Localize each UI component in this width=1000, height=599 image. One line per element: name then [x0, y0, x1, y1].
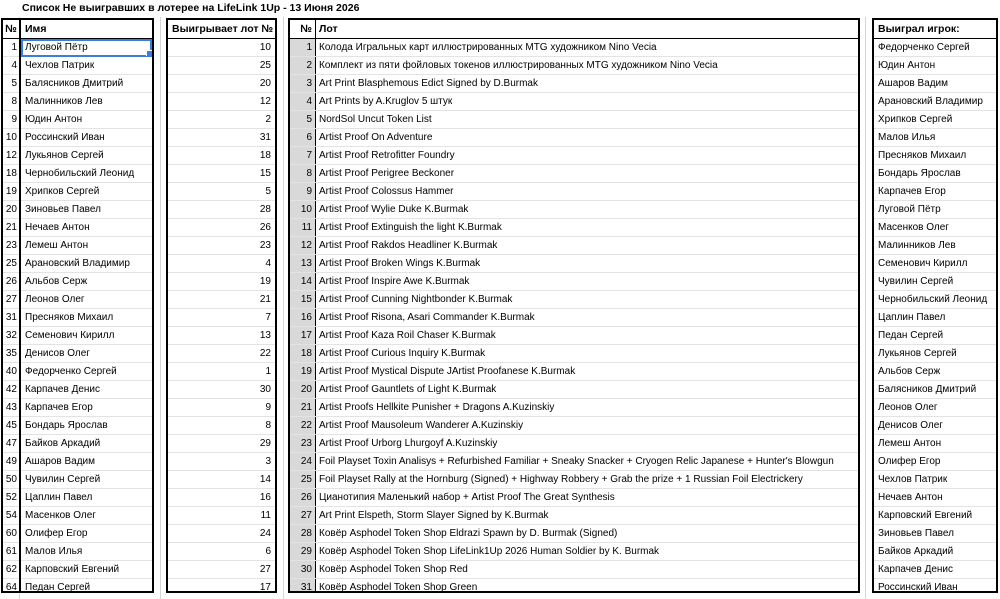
lot-name-cell[interactable]: Artist Proof Rakdos Headliner K.Burmak [319, 240, 498, 251]
lot-number-cell[interactable]: 16 [290, 309, 316, 326]
participant-name-cell[interactable]: Арановский Владимир [21, 255, 152, 273]
participant-name-cell[interactable]: Лемеш Антон [21, 237, 152, 255]
participant-number-cell[interactable]: 25 [3, 255, 19, 273]
wins-lot-cell[interactable]: 10 [168, 39, 275, 57]
participant-number-cell[interactable]: 26 [3, 273, 19, 291]
lot-name-cell[interactable]: Artist Proof Mausoleum Wanderer A.Kuzinskiy [319, 420, 524, 431]
lot-row [290, 201, 858, 219]
lot-row [290, 309, 858, 327]
participant-name-cell[interactable]: Бондарь Ярослав [21, 417, 152, 435]
won-by-cell[interactable]: Федорченко Сергей [874, 39, 996, 57]
lot-name-cell[interactable]: Artist Proof Kaza Roil Chaser K.Burmak [319, 330, 496, 341]
won-by-cell[interactable]: Денисов Олег [874, 417, 996, 435]
participant-name-cell[interactable]: Леонов Олег [21, 291, 152, 309]
lot-row [290, 543, 858, 561]
lot-name-cell[interactable]: Ковёр Asphodel Token Shop Green [319, 582, 478, 593]
participant-number-cell[interactable]: 21 [3, 219, 19, 237]
lot-name-cell[interactable]: Комплект из пяти фойловых токенов иллюстрированных MTG художником Nino Vecia [319, 60, 718, 71]
lot-number-cell[interactable]: 10 [290, 201, 316, 218]
lot-row [290, 435, 858, 453]
participant-name-cell[interactable]: Семенович Кирилл [21, 327, 152, 345]
lot-row [290, 579, 858, 593]
lot-name-cell[interactable]: Цианотипия Маленький набор + Artist Proof The Great Synthesis [319, 492, 615, 503]
participant-name-cell[interactable]: Федорченко Сергей [21, 363, 152, 381]
wins-lot-cell[interactable]: 21 [168, 291, 275, 309]
lot-name-cell[interactable]: Ковёр Asphodel Token Shop Red [319, 564, 468, 575]
lot-name-cell[interactable]: Artist Proof Extinguish the light K.Burmak [319, 222, 502, 233]
won-by-cell[interactable]: Юдин Антон [874, 57, 996, 75]
won-by-cell[interactable]: Арановский Владимир [874, 93, 996, 111]
participant-name-cell[interactable]: Малов Илья [21, 543, 152, 561]
won-by-cell[interactable]: Малов Илья [874, 129, 996, 147]
participant-number-cell[interactable]: 20 [3, 201, 19, 219]
participant-number-cell[interactable]: 23 [3, 237, 19, 255]
header-lot[interactable]: Лот [319, 23, 338, 35]
wins-lot-cell[interactable]: 7 [168, 309, 275, 327]
lot-number-cell[interactable]: 7 [290, 147, 316, 164]
lot-number-cell[interactable]: 13 [290, 255, 316, 272]
lot-name-cell[interactable]: Artist Proof Cunning Nightbonder K.Burmak [319, 294, 513, 305]
lot-name-cell[interactable]: Art Prints by A.Kruglov 5 штук [319, 96, 453, 107]
participant-name-cell[interactable]: Карпачев Денис [21, 381, 152, 399]
grid-line [283, 17, 284, 599]
lot-name-cell[interactable]: Artist Proof Curious Inquiry K.Burmak [319, 348, 486, 359]
lot-number-cell[interactable]: 22 [290, 417, 316, 434]
won-by-cell[interactable]: Лемеш Антон [874, 435, 996, 453]
lots-column [288, 18, 860, 593]
grid-line [865, 17, 866, 599]
lot-name-cell[interactable]: Artist Proof Broken Wings K.Burmak [319, 258, 481, 269]
lot-number-cell[interactable]: 8 [290, 165, 316, 182]
wins-lot-cell[interactable]: 2 [168, 111, 275, 129]
lot-number-cell[interactable]: 9 [290, 183, 316, 200]
won-by-cell[interactable]: Альбов Серж [874, 363, 996, 381]
participant-number-cell[interactable]: 47 [3, 435, 19, 453]
wins-lot-cell[interactable]: 13 [168, 327, 275, 345]
wins-lot-cell[interactable]: 3 [168, 453, 275, 471]
wins-lot-cell[interactable]: 18 [168, 147, 275, 165]
won-by-cell[interactable]: Лукьянов Сергей [874, 345, 996, 363]
lot-row [290, 219, 858, 237]
participant-name-cell[interactable]: Альбов Серж [21, 273, 152, 291]
participant-number-cell[interactable]: 4 [3, 57, 19, 75]
participant-name-cell[interactable]: Юдин Антон [21, 111, 152, 129]
lot-number-cell[interactable]: 25 [290, 471, 316, 488]
lot-number-cell[interactable]: 27 [290, 507, 316, 524]
lot-row [290, 471, 858, 489]
won-by-cell[interactable]: Балясников Дмитрий [874, 381, 996, 399]
lot-name-cell[interactable]: Artist Proofs Hellkite Punisher + Dragons A.Kuzinskiy [319, 402, 555, 413]
wins-lot-cell[interactable]: 9 [168, 399, 275, 417]
lot-name-cell[interactable]: NordSol Uncut Token List [319, 114, 432, 125]
lot-row [290, 237, 858, 255]
lot-number-cell[interactable]: 3 [290, 75, 316, 92]
participant-name-cell[interactable]: Балясников Дмитрий [21, 75, 152, 93]
won-by-cell[interactable]: Леонов Олег [874, 399, 996, 417]
lot-row [290, 75, 858, 93]
participant-number-cell[interactable]: 18 [3, 165, 19, 183]
lot-number-cell[interactable]: 24 [290, 453, 316, 470]
lot-name-cell[interactable]: Art Print Elspeth, Storm Slayer Signed by K.Burmak [319, 510, 549, 521]
lot-number-cell[interactable]: 31 [290, 579, 316, 593]
lot-name-cell[interactable]: Колода Игральных карт иллюстрированных MTG художником Nino Vecia [319, 42, 657, 53]
wins-lot-cell[interactable]: 26 [168, 219, 275, 237]
participant-name-column [19, 18, 154, 593]
wins-lot-cell[interactable]: 28 [168, 201, 275, 219]
wins-lot-column [166, 18, 277, 593]
won-by-cell[interactable]: Байков Аркадий [874, 543, 996, 561]
won-by-cell[interactable]: Луговой Пётр [874, 201, 996, 219]
participant-name-cell[interactable]: Хрипков Сергей [21, 183, 152, 201]
lot-row [290, 183, 858, 201]
wins-lot-cell[interactable]: 27 [168, 561, 275, 579]
wins-lot-cell[interactable]: 4 [168, 255, 275, 273]
wins-lot-cell[interactable]: 8 [168, 417, 275, 435]
participant-number-cell[interactable]: 9 [3, 111, 19, 129]
participant-number-cell[interactable]: 40 [3, 363, 19, 381]
lot-row [290, 327, 858, 345]
participant-name-cell[interactable]: Лукьянов Сергей [21, 147, 152, 165]
participant-name-cell[interactable]: Цаплин Павел [21, 489, 152, 507]
won-by-column [872, 18, 998, 593]
won-by-cell[interactable]: Олифер Егор [874, 453, 996, 471]
lot-number-cell[interactable]: 1 [290, 39, 316, 56]
header-lots [290, 20, 858, 39]
wins-lot-cell[interactable]: 16 [168, 489, 275, 507]
lot-row [290, 255, 858, 273]
lot-name-cell[interactable]: Artist Proof Colossus Hammer [319, 186, 454, 197]
won-by-cell[interactable]: Зиновьев Павел [874, 525, 996, 543]
selection-fill-handle[interactable] [146, 50, 152, 57]
participant-number-cell[interactable]: 1 [3, 39, 19, 57]
participant-number-cell[interactable]: 43 [3, 399, 19, 417]
lot-number-cell[interactable]: 26 [290, 489, 316, 506]
participant-name-cell[interactable]: Россинский Иван [21, 129, 152, 147]
participant-name-cell[interactable]: Карпачев Егор [21, 399, 152, 417]
participant-number-cell[interactable]: 19 [3, 183, 19, 201]
lot-row [290, 57, 858, 75]
participant-number-cell[interactable]: 60 [3, 525, 19, 543]
lot-row [290, 39, 858, 57]
won-by-cell[interactable]: Бондарь Ярослав [874, 165, 996, 183]
won-by-cell[interactable]: Ашаров Вадим [874, 75, 996, 93]
lot-number-cell[interactable]: 28 [290, 525, 316, 542]
lot-row [290, 453, 858, 471]
header-won-by[interactable]: Выиграл игрок: [874, 20, 996, 39]
participant-number-cell[interactable]: 54 [3, 507, 19, 525]
participant-number-cell[interactable]: 49 [3, 453, 19, 471]
lot-row [290, 399, 858, 417]
lot-row [290, 381, 858, 399]
lot-row [290, 561, 858, 579]
participant-number-cell[interactable]: 10 [3, 129, 19, 147]
wins-lot-cell[interactable]: 24 [168, 525, 275, 543]
participant-name-cell[interactable]: Масенков Олег [21, 507, 152, 525]
lot-number-cell[interactable]: 19 [290, 363, 316, 380]
participant-number-cell[interactable]: 35 [3, 345, 19, 363]
participant-name-cell[interactable]: Луговой Пётр [21, 39, 152, 57]
won-by-cell[interactable]: Чернобильский Леонид [874, 291, 996, 309]
participant-name-cell[interactable]: Ашаров Вадим [21, 453, 152, 471]
lot-number-cell[interactable]: 6 [290, 129, 316, 146]
lot-name-cell[interactable]: Art Print Blasphemous Edict Signed by D.Burmak [319, 78, 538, 89]
participant-number-cell[interactable]: 27 [3, 291, 19, 309]
won-by-cell[interactable]: Чехлов Патрик [874, 471, 996, 489]
won-by-cell[interactable]: Цаплин Павел [874, 309, 996, 327]
lot-number-cell[interactable]: 14 [290, 273, 316, 290]
lot-row [290, 93, 858, 111]
participant-number-cell[interactable]: 42 [3, 381, 19, 399]
lot-number-cell[interactable]: 21 [290, 399, 316, 416]
won-by-cell[interactable]: Россинский Иван [878, 582, 958, 593]
won-by-cell[interactable]: Карпачев Денис [874, 561, 996, 579]
lot-name-cell[interactable]: Artist Proof Gauntlets of Light K.Burmak [319, 384, 497, 395]
grid-line [160, 17, 161, 599]
wins-lot-cell[interactable]: 20 [168, 75, 275, 93]
lot-name-cell[interactable]: Artist Proof Risona, Asari Commander K.Burmak [319, 312, 535, 323]
participant-name-cell[interactable]: Олифер Егор [21, 525, 152, 543]
lot-row [290, 111, 858, 129]
wins-lot-cell[interactable]: 12 [168, 93, 275, 111]
lot-number-cell[interactable]: 18 [290, 345, 316, 362]
participant-number-cell[interactable]: 64 [5, 582, 17, 593]
participant-name-cell[interactable]: Чехлов Патрик [21, 57, 152, 75]
lot-number-cell[interactable]: 15 [290, 291, 316, 308]
wins-lot-cell[interactable]: 1 [168, 363, 275, 381]
lot-row [290, 345, 858, 363]
sheet-title: Список Не выигравших в лотерее на LifeLink 1Up - 13 Июня 2026 [22, 2, 360, 14]
participant-number-column [1, 18, 21, 593]
wins-lot-cell[interactable]: 29 [168, 435, 275, 453]
lot-name-cell[interactable]: Artist Proof Mystical Dispute JArtist Proofanese K.Burmak [319, 366, 576, 377]
won-by-cell[interactable]: Карпачев Егор [874, 183, 996, 201]
wins-lot-cell[interactable]: 30 [168, 381, 275, 399]
won-by-cell[interactable]: Педан Сергей [874, 327, 996, 345]
participant-number-cell[interactable]: 52 [3, 489, 19, 507]
participant-number-cell[interactable]: 32 [3, 327, 19, 345]
lot-number-cell[interactable]: 20 [290, 381, 316, 398]
lot-name-cell[interactable]: Ковёр Asphodel Token Shop Eldrazi Spawn by D. Burmak (Signed) [319, 528, 618, 539]
wins-lot-cell[interactable]: 15 [168, 165, 275, 183]
wins-lot-cell[interactable]: 31 [168, 129, 275, 147]
wins-lot-cell[interactable]: 22 [168, 345, 275, 363]
lot-name-cell[interactable]: Artist Proof On Adventure [319, 132, 433, 143]
won-by-cell[interactable]: Пресняков Михаил [874, 147, 996, 165]
won-by-cell[interactable]: Масенков Олег [874, 219, 996, 237]
wins-lot-cell[interactable]: 5 [168, 183, 275, 201]
participant-name-cell[interactable]: Чернобильский Леонид [21, 165, 152, 183]
participant-number-cell[interactable]: 62 [3, 561, 19, 579]
wins-lot-cell[interactable]: 14 [168, 471, 275, 489]
lot-number-cell[interactable]: 5 [290, 111, 316, 128]
wins-lot-cell[interactable]: 19 [168, 273, 275, 291]
lot-number-cell[interactable]: 2 [290, 57, 316, 74]
lot-row [290, 165, 858, 183]
lot-number-cell[interactable]: 30 [290, 561, 316, 578]
lot-row [290, 489, 858, 507]
participant-number-cell[interactable]: 50 [3, 471, 19, 489]
lot-number-cell[interactable]: 12 [290, 237, 316, 254]
lot-row [290, 507, 858, 525]
lot-name-cell[interactable]: Artist Proof Urborg Lhurgoyf A.Kuzinskiy [319, 438, 498, 449]
wins-lot-cell[interactable]: 25 [168, 57, 275, 75]
participant-name-cell[interactable]: Педан Сергей [25, 582, 91, 593]
participant-name-cell[interactable]: Байков Аркадий [21, 435, 152, 453]
lot-row [290, 525, 858, 543]
lot-number-cell[interactable]: 11 [290, 219, 316, 236]
lot-row [290, 129, 858, 147]
participant-number-cell[interactable]: 8 [3, 93, 19, 111]
lot-number-cell[interactable]: 23 [290, 435, 316, 452]
participant-number-cell[interactable]: 31 [3, 309, 19, 327]
won-by-cell[interactable]: Малинников Лев [874, 237, 996, 255]
lot-name-cell[interactable]: Foil Playset Rally at the Hornburg (Signed) + Highway Robbery + Grab the prize + 1 Russian Foil Electrickery [319, 474, 803, 485]
participant-name-cell[interactable]: Малинников Лев [21, 93, 152, 111]
lot-number-cell[interactable]: 29 [290, 543, 316, 560]
header-participant-number[interactable]: № [3, 20, 19, 39]
lot-name-cell[interactable]: Artist Proof Perigree Beckoner [319, 168, 455, 179]
won-by-cell[interactable]: Хрипков Сергей [874, 111, 996, 129]
participant-name-cell[interactable]: Денисов Олег [21, 345, 152, 363]
participant-name-cell[interactable]: Пресняков Михаил [21, 309, 152, 327]
lot-name-cell[interactable]: Foil Playset Toxin Analisys + Refurbished Familiar + Sneaky Snacker + Cryogen Relic Japanese + Hunter's Blowgun [319, 456, 834, 467]
won-by-cell[interactable]: Чувилин Сергей [874, 273, 996, 291]
wins-lot-cell[interactable]: 6 [168, 543, 275, 561]
lot-row [290, 273, 858, 291]
header-lot-number[interactable]: № [290, 20, 316, 38]
participant-name-cell[interactable]: Нечаев Антон [21, 219, 152, 237]
participant-number-cell[interactable]: 45 [3, 417, 19, 435]
lot-name-cell[interactable]: Artist Proof Retrofitter Foundry [319, 150, 455, 161]
lot-name-cell[interactable]: Artist Proof Inspire Awe K.Burmak [319, 276, 470, 287]
lot-name-cell[interactable]: Artist Proof Wylie Duke K.Burmak [319, 204, 469, 215]
wins-lot-cell[interactable]: 11 [168, 507, 275, 525]
header-wins-lot[interactable]: Выигрывает лот № [168, 20, 275, 39]
wins-lot-cell[interactable]: 23 [168, 237, 275, 255]
participant-number-cell[interactable]: 61 [3, 543, 19, 561]
won-by-cell[interactable]: Нечаев Антон [874, 489, 996, 507]
won-by-cell[interactable]: Карповский Евгений [874, 507, 996, 525]
header-name[interactable]: Имя [21, 20, 152, 39]
participant-name-cell[interactable]: Карповский Евгений [21, 561, 152, 579]
wins-lot-cell[interactable]: 17 [259, 582, 271, 593]
lot-number-cell[interactable]: 17 [290, 327, 316, 344]
lot-number-cell[interactable]: 4 [290, 93, 316, 110]
lot-row [290, 417, 858, 435]
lot-name-cell[interactable]: Ковёр Asphodel Token Shop LifeLink1Up 2026 Human Soldier by K. Burmak [319, 546, 660, 557]
participant-name-cell[interactable]: Зиновьев Павел [21, 201, 152, 219]
lot-row [290, 291, 858, 309]
participant-number-cell[interactable]: 5 [3, 75, 19, 93]
lot-row [290, 363, 858, 381]
participant-number-cell[interactable]: 12 [3, 147, 19, 165]
won-by-cell[interactable]: Семенович Кирилл [874, 255, 996, 273]
lot-row [290, 147, 858, 165]
participant-name-cell[interactable]: Чувилин Сергей [21, 471, 152, 489]
